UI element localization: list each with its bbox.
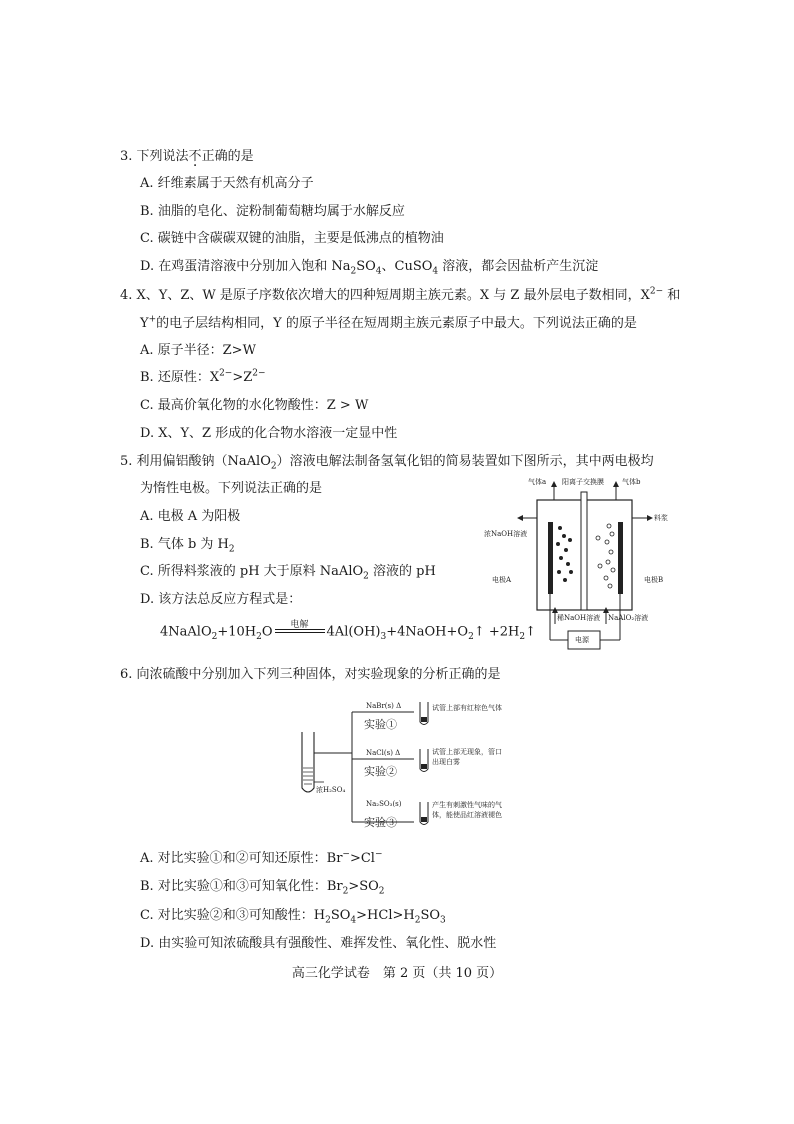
gas-b-label: 气体b: [622, 478, 641, 486]
bubbles-left: [556, 526, 573, 582]
q3-stem: 3. 下列说法不正确的是: [120, 149, 254, 164]
q3-option-b: B. 油脂的皂化、淀粉制葡萄糖均属于水解反应: [140, 204, 405, 219]
acid-liquid: [303, 768, 313, 784]
q3-option-c: C. 碳链中含碳碳双键的油脂，主要是低沸点的植物油: [140, 231, 444, 246]
q5-stem-line1: 5. 利用偏铝酸钠（NaAlO$_2$）溶液电解法制备氢氧化铝的简易装置如下图所示，其中两电极均: [120, 454, 654, 472]
main-test-tube: [302, 732, 314, 792]
electrolysis-cell-svg: [482, 478, 682, 654]
electrode-b: [618, 522, 623, 594]
exp2-label: 实验②: [364, 765, 397, 778]
q4-stem-line1: 4. X、Y、Z、W 是原子序数依次增大的四种短周期主族元素。X 与 Z 最外层电子数相同，$X^{2-}$ 和: [120, 286, 681, 303]
naalo2-inlet-label: NaAlO₂溶液: [608, 614, 649, 622]
q6-option-a: A. 对比实验①和②可知还原性：Br−>Cl−: [140, 849, 383, 866]
naoh-inlet-label: 稀NaOH溶液: [557, 614, 601, 622]
q5-equation: $4NaAlO_2+10H_2O$ 电解 $4Al(OH)_3+4NaOH+O_2↑$ $+2H_2↑$: [160, 620, 536, 643]
q3-option-a: A. 纤维素属于天然有机高分子: [140, 176, 314, 191]
q4-option-a: A. 原子半径：Z>W: [140, 343, 256, 358]
membrane-label: 阳离子交换膜: [562, 478, 604, 486]
q6-option-b: B. 对比实验①和③可知氧化性：$Br_2>SO_2$: [140, 879, 385, 897]
page-footer: 高三化学试卷 第 2 页（共 10 页）: [291, 966, 503, 981]
experiment-diagram: [296, 698, 526, 830]
q3-option-d: D. 在鸡蛋清溶液中分别加入饱和 $Na_2SO_4$、CuSO$_4$ 溶液，都会因盐析产生沉淀: [140, 259, 599, 277]
exp2-result-line1: 试管上部无现象，管口: [432, 748, 502, 756]
q4-stem-line2: Y+的电子层结构相同，Y 的原子半径在短周期主族元素原子中最大。下列说法正确的是: [140, 314, 637, 331]
q5-option-d: D. 该方法总反应方程式是：: [140, 592, 302, 607]
naoh-outlet-label: 浓NaOH溶液: [484, 530, 528, 538]
ion-exchange-membrane: [581, 492, 587, 610]
exp1-label: 实验①: [364, 718, 397, 731]
exp1-result: 试管上部有红棕色气体: [432, 704, 502, 712]
electrode-b-label: 电极B: [644, 576, 664, 584]
exp3-result-line2: 体，能使品红溶液褪色: [432, 811, 502, 819]
q5-option-c: C. 所得料浆液的 pH 大于原料 NaAlO$_2$ 溶液的 pH: [140, 564, 436, 582]
q4-option-c: C. 最高价氧化物的水化物酸性：Z > W: [140, 398, 369, 413]
conc-h2so4-label: 浓H₂SO₄: [316, 786, 346, 794]
exp3-label: 实验③: [364, 816, 397, 829]
exp1-solid-label: NaBr(s) Δ: [366, 702, 402, 710]
q5-option-b: B. 气体 b 为 $H_2$: [140, 537, 235, 555]
q5-stem-line2: 为惰性电极。下列说法正确的是: [140, 481, 323, 496]
exp3-solid-label: Na₂SO₃(s): [366, 800, 402, 808]
q4-option-b: B. 还原性：$X^{2-}>Z^{2-}$: [140, 368, 266, 385]
exp2-solid-label: NaCl(s) Δ: [366, 749, 401, 757]
gas-a-label: 气体a: [528, 478, 547, 486]
bubbles-right: [596, 524, 615, 588]
exp2-result-line2: 出现白雾: [432, 758, 460, 766]
q4-option-d: D. X、Y、Z 形成的化合物水溶液一定显中性: [140, 426, 398, 441]
tube-contents: [421, 717, 427, 822]
power-label: 电源: [575, 636, 589, 644]
exp3-result-line1: 产生有刺激性气味的气: [432, 801, 502, 809]
electrode-a: [548, 522, 553, 594]
q6-option-c: C. 对比实验②和③可知酸性：$H_2SO_4>HCl>H_2SO_3$: [140, 908, 446, 926]
electrode-a-label: 电极A: [492, 576, 512, 584]
q5-option-a: A. 电极 A 为阳极: [140, 509, 241, 524]
q6-stem: 6. 向浓硫酸中分别加入下列三种固体，对实验现象的分析正确的是: [120, 667, 501, 682]
electrolysis-diagram: [482, 478, 682, 654]
slurry-label: 料浆: [654, 514, 668, 522]
q6-option-d: D. 由实验可知浓硫酸具有强酸性、难挥发性、氧化性、脱水性: [140, 936, 497, 951]
